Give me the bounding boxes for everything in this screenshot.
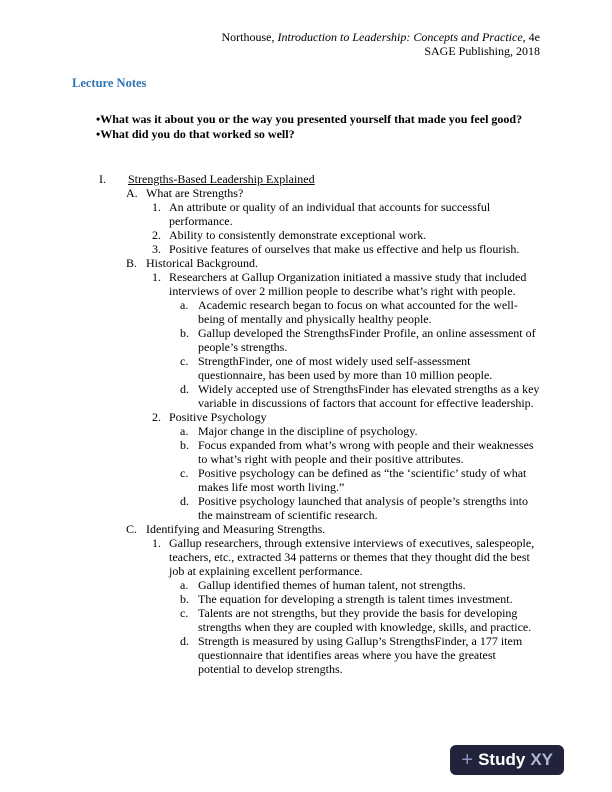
outline-subitem [180,494,540,522]
outline [72,172,540,676]
item-text: Positive Psychology [169,410,267,424]
subitem-label: a. [180,424,189,438]
outline-item [152,536,540,578]
outline-subitem [180,326,540,354]
item-label: 2. [152,228,161,242]
item-label: 1. [152,536,161,550]
outline-subitem [180,382,540,410]
section-label: C. [126,522,138,536]
subitem-label: d. [180,382,189,396]
bullet-item [96,112,540,127]
outline-subitem [180,634,540,676]
outline-item [152,410,540,424]
subitem-text: Positive psychology launched that analysis of people’s strengths into the mainstream of scientific research. [198,494,528,522]
citation-edition: , 4e [522,30,540,44]
subitem-label: d. [180,634,189,648]
section-title: Historical Background. [146,256,258,270]
subitem-label: b. [180,592,189,606]
studyxy-logo [450,745,564,775]
subitem-text: Gallup developed the StrengthsFinder Profile, an online assessment of people’s strengths. [198,326,536,354]
item-text: Gallup researchers, through extensive interviews of executives, salespeople, teachers, etc., extracted 34 patterns or themes that they thought did the best job at explaining excellent performance. [169,536,535,578]
item-text: Ability to consistently demonstrate exceptional work. [169,228,427,242]
item-text: Researchers at Gallup Organization initiated a massive study that included interviews of over 2 million people to describe what’s right with people. [169,270,527,298]
outline-subitem [180,606,540,634]
subitem-text: Strength is measured by using Gallup’s StrengthsFinder, a 177 item questionnaire that identifies areas where you have the greatest potential to develop strengths. [198,634,523,676]
outline-subitem [180,438,540,466]
outline-section-heading [126,256,540,270]
plus-icon: + [461,749,474,771]
item-text: Positive features of ourselves that make us effective and help us flourish. [169,242,520,256]
outline-item [152,228,540,242]
roman-title: Strengths-Based Leadership Explained [128,172,315,186]
item-label: 3. [152,242,161,256]
bullet-icon: • [96,112,101,126]
subitem-text: Widely accepted use of StrengthsFinder has elevated strengths as a key variable in discussions of factors that account for effective leadership. [198,382,540,410]
outline-section-heading [126,186,540,200]
item-text: An attribute or quality of an individual that accounts for successful performance. [169,200,491,228]
outline-item [152,200,540,228]
subitem-text: Major change in the discipline of psychology. [198,424,418,438]
subitem-text: Focus expanded from what’s wrong with people and their weaknesses to what’s right with people and their positive attributes. [198,438,534,466]
outline-subitem [180,354,540,382]
outline-subitem [180,298,540,326]
subitem-label: d. [180,494,189,508]
publisher-line: SAGE Publishing, 2018 [424,44,540,58]
outline-roman-heading [99,172,540,186]
item-label: 1. [152,270,161,284]
subitem-label: a. [180,578,189,592]
subitem-text: The equation for developing a strength is talent times investment. [198,592,513,606]
subitem-text: StrengthFinder, one of most widely used self-assessment questionnaire, has been used by more than 10 million people. [198,354,493,382]
section-title: What are Strengths? [146,186,244,200]
outline-subitem [180,424,540,438]
studyxy-logo-study-text: Study [478,750,526,769]
item-label: 1. [152,200,161,214]
outline-subitem [180,466,540,494]
bullet-icon: • [96,127,101,141]
bullet-item [96,127,540,142]
subitem-text: Talents are not strengths, but they provide the basis for developing strengths when they are coupled with knowledge, skills, and practice. [198,606,532,634]
section-label: A. [126,186,138,200]
section-title: Identifying and Measuring Strengths. [146,522,326,536]
citation-book-title: Introduction to Leadership: Concepts and Practice [277,30,523,44]
header-citation [72,30,540,58]
citation-author: Northouse, [221,30,278,44]
subitem-label: b. [180,438,189,452]
outline-item [152,242,540,256]
subitem-text: Academic research began to focus on what accounted for the well-being of mentally and physically healthy people. [198,298,518,326]
citation-line [72,30,540,44]
subitem-text: Gallup identified themes of human talent, not strengths. [198,578,466,592]
subitem-label: a. [180,298,189,312]
outline-subitem [180,592,540,606]
lecture-notes-heading: Lecture Notes [72,76,147,90]
outline-section-heading [126,522,540,536]
outline-subitem [180,578,540,592]
outline-item [152,270,540,298]
roman-label: I. [99,172,106,186]
section-label: B. [126,256,138,270]
subitem-label: c. [180,354,189,368]
subitem-label: c. [180,606,189,620]
bullet-text: What was it about you or the way you presented yourself that made you feel good? [100,112,523,126]
studyxy-logo-xy-text: XY [530,750,553,769]
bullet-list [72,112,540,142]
subitem-label: c. [180,466,189,480]
subitem-label: b. [180,326,189,340]
subitem-text: Positive psychology can be defined as “the ‘scientific’ study of what makes life most worth living.” [198,466,527,494]
bullet-text: What did you do that worked so well? [100,127,295,141]
item-label: 2. [152,410,161,424]
